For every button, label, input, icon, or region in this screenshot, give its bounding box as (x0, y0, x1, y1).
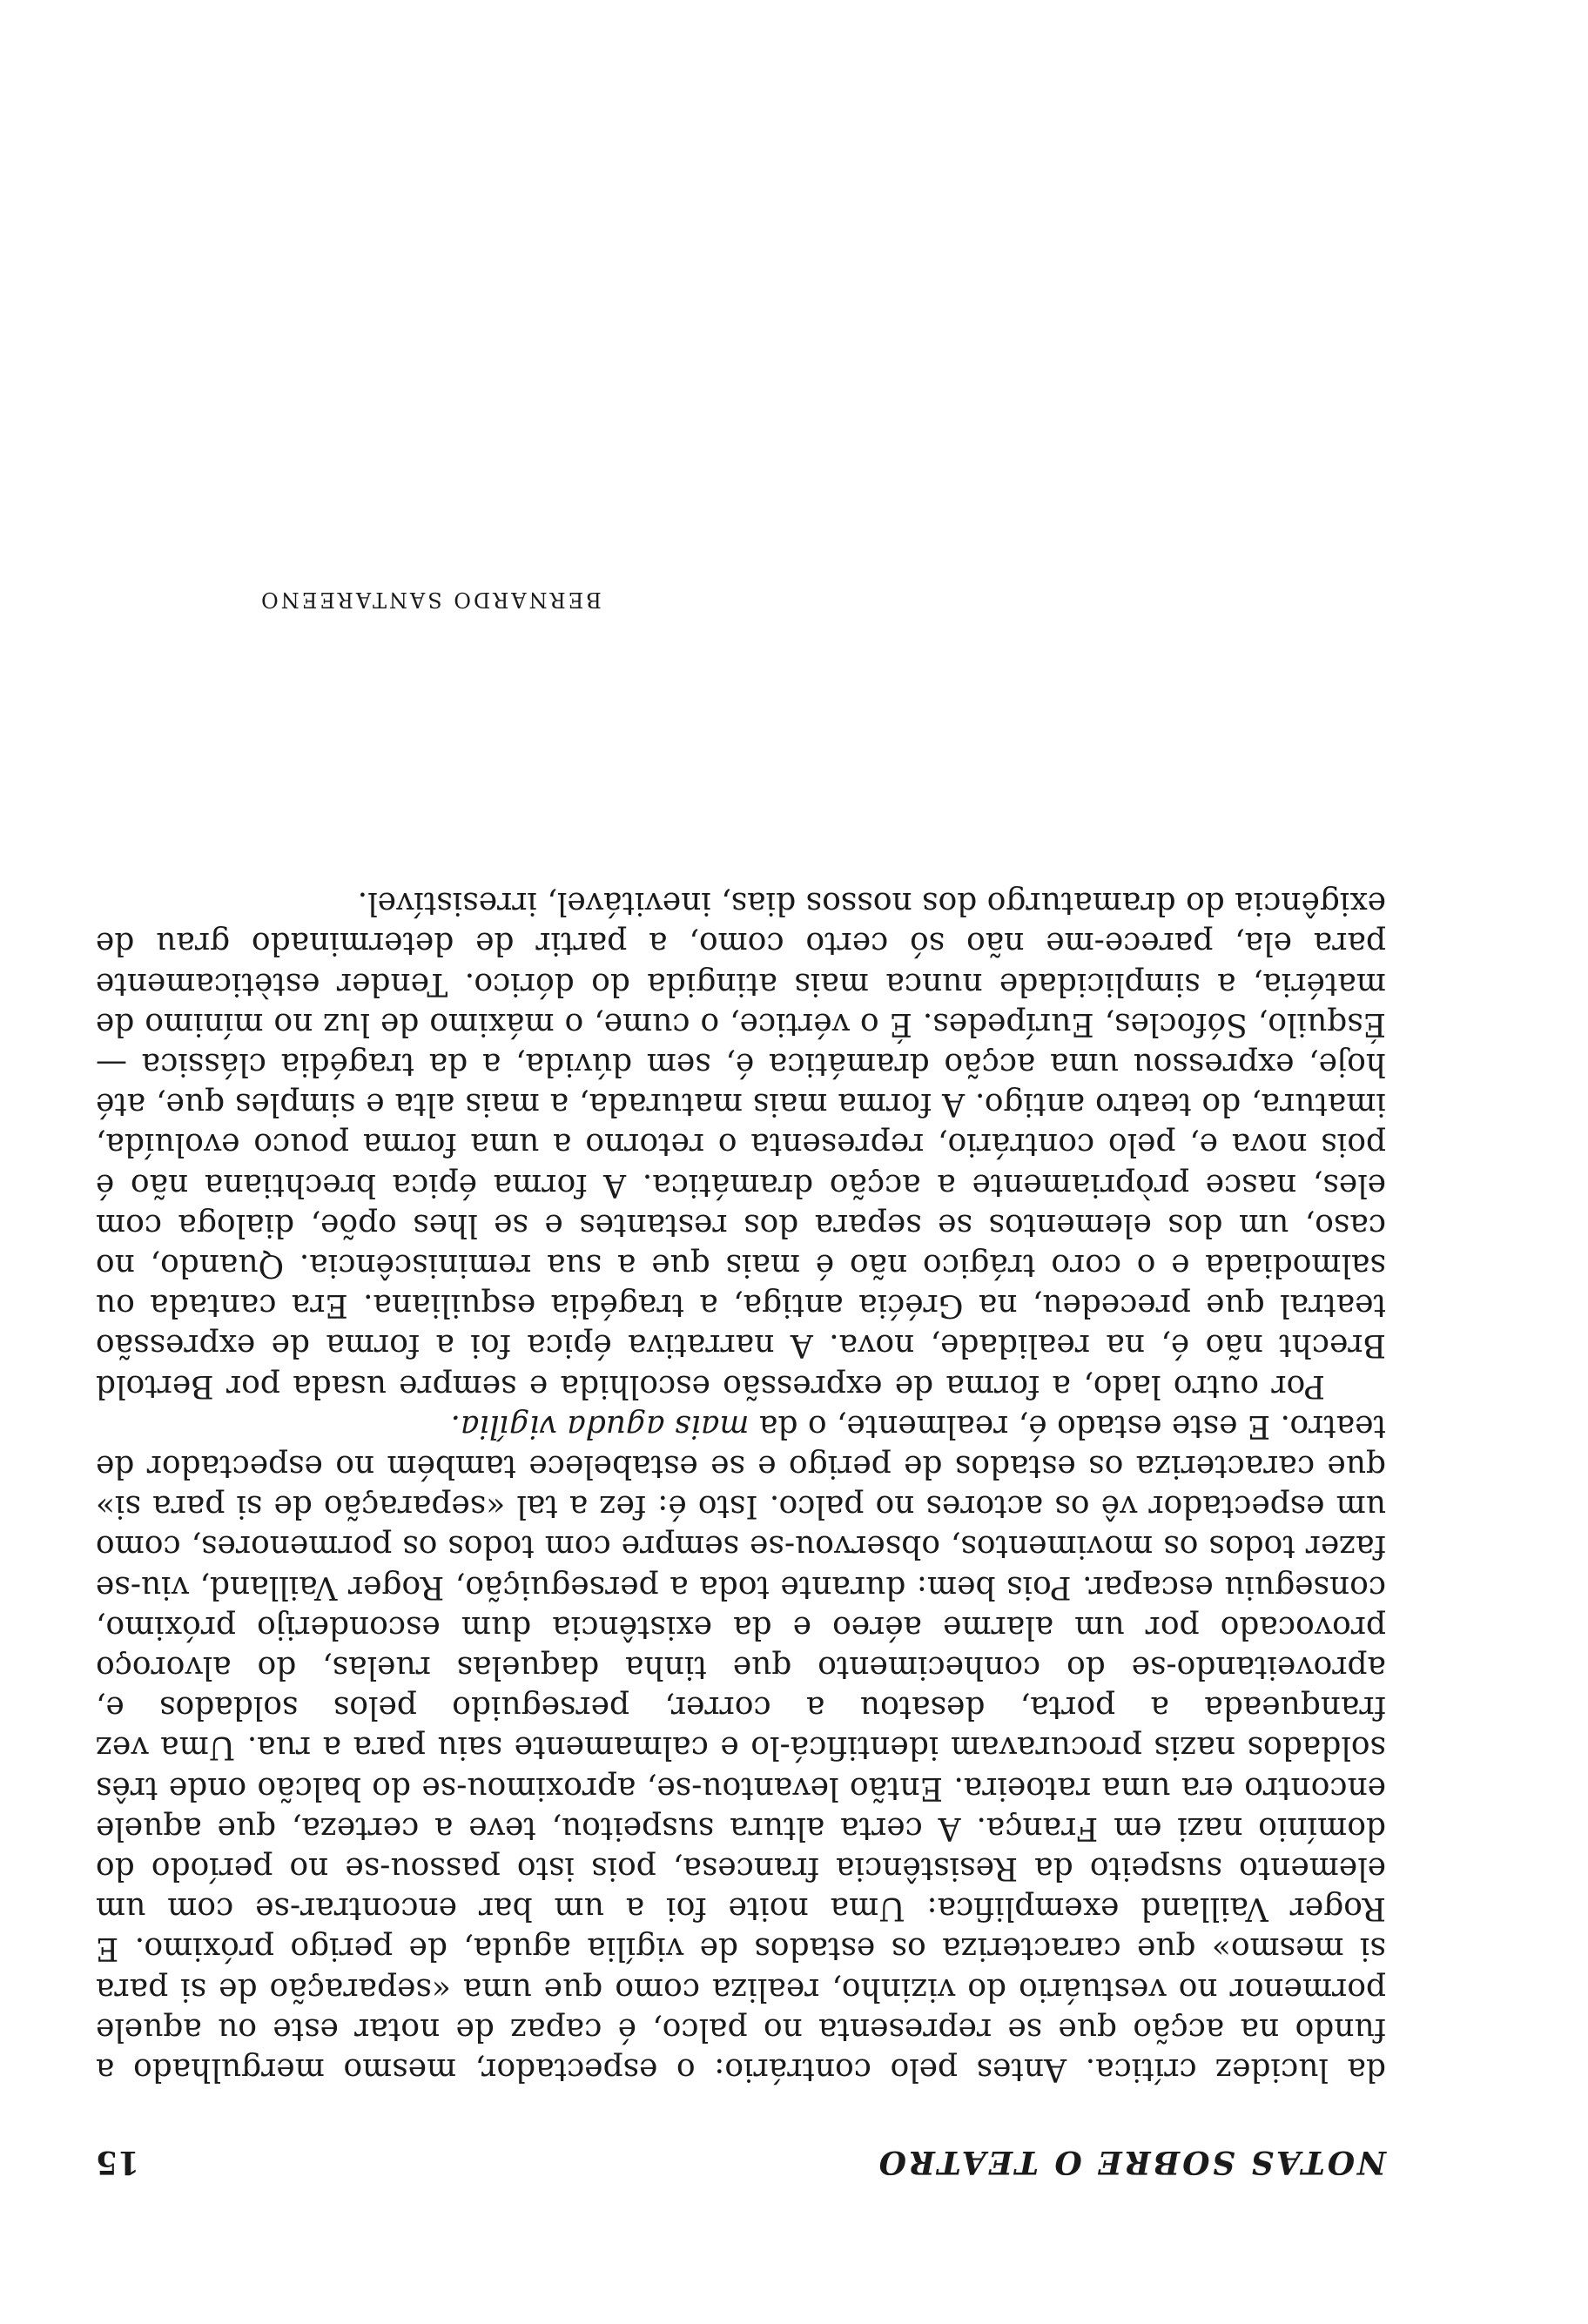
paragraph-1-emphasis: mais aguda vigília. (450, 1407, 750, 1444)
paragraph-1 (96, 1406, 1386, 2089)
page-header (96, 2128, 1386, 2180)
author-signature: BERNARDO SANTAREENO (259, 588, 602, 612)
running-title: NOTAS SOBRE O TEATRO (876, 2144, 1386, 2180)
paragraph-2: Por outro lado, a forma de expressão escolhida e sempre usada por Bertold Brecht não é, na realidade, nova. A narrativa épica foi a forma de expressão teatral que precedeu, na Gréćia antiga, a tragédia esquiliana. Era cantada ou salmodiada e o coro trágico não é mais que a sua reminiscência. Quando, no caso, um dos elementos se separa dos restantes e se lhes opõe, dialoga com eles, nasce pròpriamente a acção dramática. A forma épica brechtiana não é pois nova e, pelo contrário, representa o retorno a uma forma pouco evoluída, imatura, do teatro antigo. A forma mais maturada, a mais alta e simples que, até hoje, expressou uma acção dramática é, sem dúvida, a da tragédia clássica — Ésquilo, Sófocles, Eurípedes. É o vértice, o cume, o máximo de luz no mínimo de matéria, a simplicidade nunca mais atingida do dórico. Tender estèticamente para ela, parece-me não só certo como, a partir de determinado grau de exigência do dramaturgo dos nossos dias, inevitável, irresistível. (96, 885, 1386, 1404)
page-number: 15 (96, 2144, 140, 2180)
paragraph-1-text: da lucidez crítica. Antes pelo contrário: o espectador, mesmo mergulhado a fundo na acção que se representa no palco, é capaz de notar este ou aquele pormenor no vestuário do vizinho, realiza como que uma «separação de si para si mesmo» que caracteriza os estados de vigília aguda, de perigo próximo. E Roger Vailland exemplifica: Uma noite foi a um bar encontrar-se com um elemento suspeito da Resistência francesa, pois isto passou-se no período do domínio nazi em França. A certa altura suspeitou, teve a certeza, que aquele encontro era uma ratoeira. Então levantou-se, aproximou-se do balcão onde três soldados nazis procuravam identificá-lo e calmamente saiu para a rua. Uma vez franqueada a porta, desatou a correr, perseguido pelos soldados e, aproveitando-se do conhecimento que tinha daquelas ruelas, do alvoroço provocado por um alarme aéreo e da existência dum esconderijo próximo, conseguiu escapar. Pois bem: durante toda a perseguição, Roger Vailland, viu-se fazer todos os movimentos, observou-se sempre com todos os pormenores, como um espectador vê os actores no palco. Isto é: fez a tal «separação de si para si» que caracteriza os estados de perigo e se estabelece também no espectador de teatro. E este estado é, realmente, o da (96, 1407, 1386, 2087)
body-text (96, 883, 1386, 2089)
